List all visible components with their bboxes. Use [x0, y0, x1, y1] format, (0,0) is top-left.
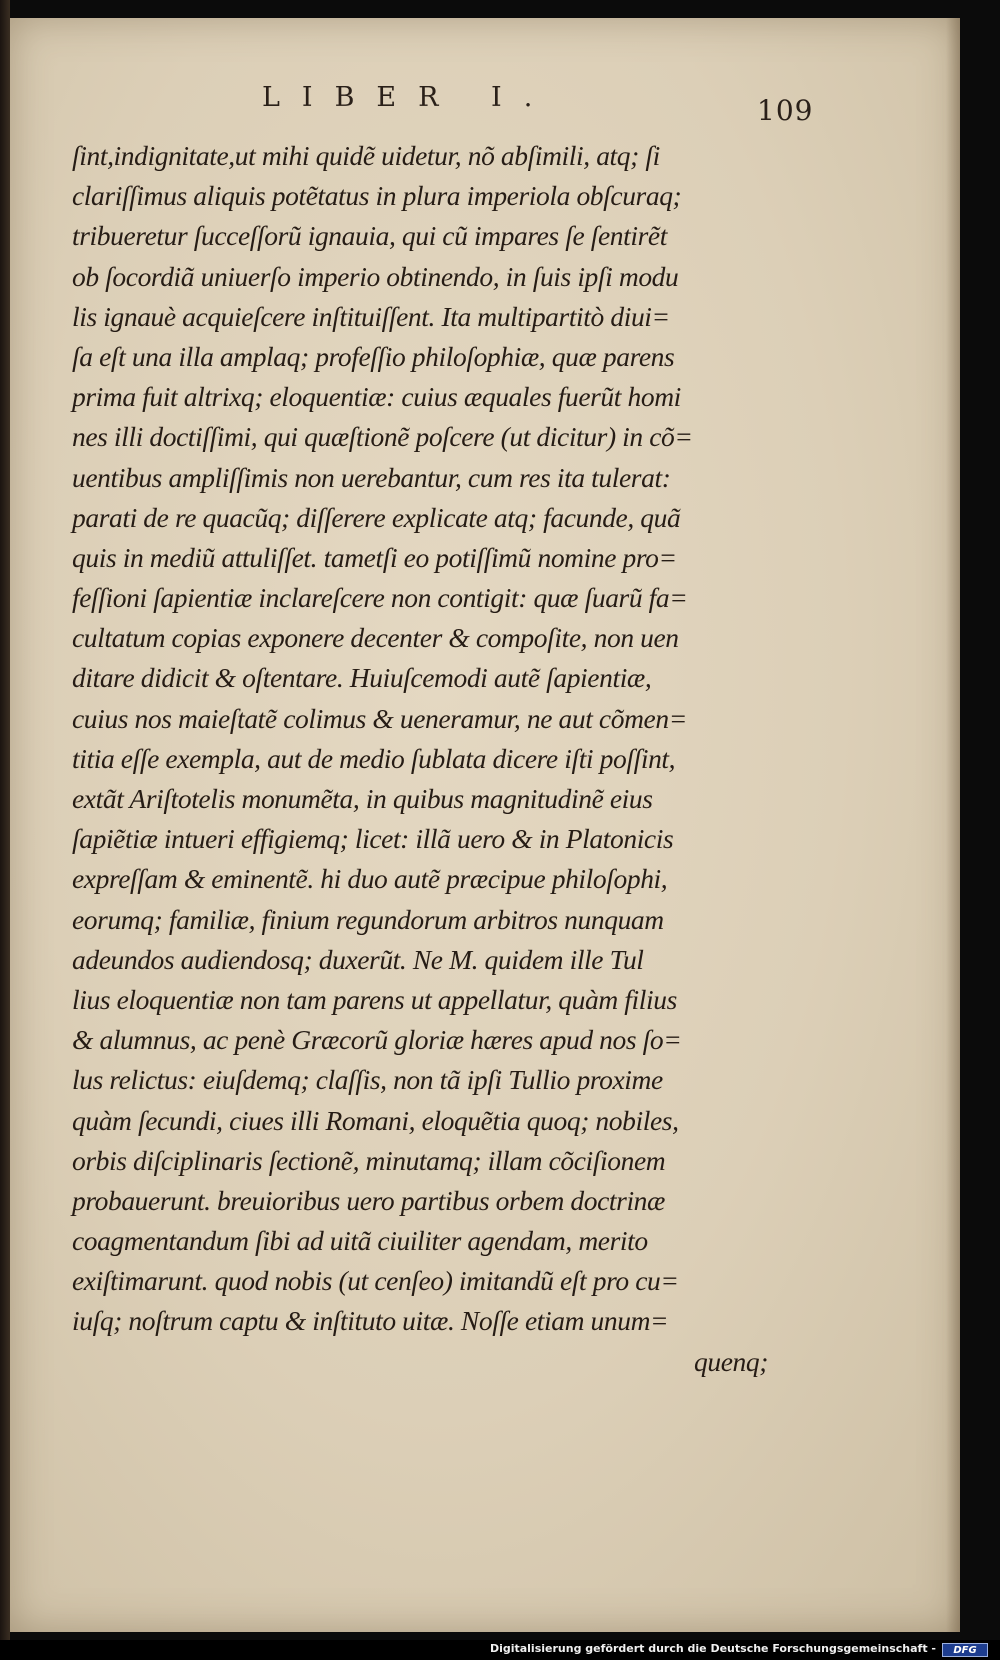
text-line: quis in mediũ attuliſſet. tametſi eo potiſſimũ nomine pro= — [72, 541, 677, 573]
text-line: ſa eſt una illa amplaq; profeſſio philoſophiæ, quæ parens — [72, 340, 675, 372]
text-line: eorumq; familiæ, finium regundorum arbitros nunquam — [72, 903, 664, 935]
body-text — [72, 136, 772, 1382]
text-line: ob ſocordiã uniuerſo imperio obtinendo, in ſuis ipſi modu — [72, 260, 679, 292]
text-line: ſint,indignitate,ut mihi quidẽ uidetur, nõ abſimili, atq; ſi — [72, 140, 660, 171]
text-line: uentibus ampliſſimis non uerebantur, cum res ita tulerat: — [72, 461, 671, 493]
text-line: prima fuit altrixq; eloquentiæ: cuius æquales fuerũt homi — [72, 381, 681, 413]
text-line: titia eſſe exempla, aut de medio ſublata dicere iſti poſſint, — [72, 742, 676, 774]
text-line: cuius nos maieſtatẽ colimus & ueneramur, ne aut cõmen= — [72, 702, 687, 734]
text-line: orbis diſciplinaris ſectionẽ, minutamq; illam cõciſionem — [72, 1144, 666, 1176]
running-head: LIBER I. — [262, 82, 555, 113]
text-line: cultatum copias exponere decenter & compoſite, non uen — [72, 622, 679, 654]
text-line: lus relictus: eiuſdemq; claſſis, non tã ipſi Tullio proxime — [72, 1064, 663, 1096]
scan-frame-left — [0, 0, 10, 1640]
text-line: tribueretur ſucceſſorũ ignauia, qui cũ impares ſe ſentirẽt — [72, 220, 667, 252]
text-line: parati de re quacũq; diſſerere explicate atq; facunde, quã — [72, 501, 681, 533]
book-page — [10, 18, 960, 1632]
text-line: lius eloquentiæ non tam parens ut appellatur, quàm filius — [72, 983, 677, 1015]
text-line: iuſq; noſtrum captu & inſtituto uitæ. Noſſe etiam unum= — [72, 1305, 669, 1337]
text-line: & alumnus, ac penè Græcorũ gloriæ hæres apud nos ſo= — [72, 1024, 682, 1056]
text-line: quàm ſecundi, ciues illi Romani, eloquẽtia quoq; nobiles, — [72, 1104, 679, 1136]
text-line: probauerunt. breuioribus uero partibus orbem doctrinæ — [72, 1184, 665, 1216]
text-line: nes illi doctiſſimi, qui quæſtionẽ poſcere (ut dicitur) in cõ= — [72, 421, 693, 453]
text-line: clariſſimus aliquis potẽtatus in plura imperiola obſcuraq; — [72, 180, 682, 212]
dfg-logo: DFG — [942, 1643, 988, 1657]
text-line: lis ignauè acquieſcere inſtituiſſent. Ita multipartitò diui= — [72, 300, 670, 332]
text-line: expreſſam & eminentẽ. hi duo autẽ præcipue philoſophi, — [72, 863, 668, 895]
text-line: ditare didicit & oſtentare. Huiuſcemodi autẽ ſapientiæ, — [72, 662, 652, 694]
funding-credit: Digitalisierung gefördert durch die Deutsche Forschungsgemeinschaft - — [489, 1642, 936, 1655]
text-line: feſſioni ſapientiæ inclareſcere non contigit: quæ ſuarũ fa= — [72, 582, 688, 614]
digitization-footer — [0, 1640, 1000, 1660]
text-line: adeundos audiendosq; duxerũt. Ne M. quidem ille Tul — [72, 943, 644, 975]
catchword: quenq; — [694, 1345, 768, 1377]
text-line: extãt Ariſtotelis monumẽta, in quibus magnitudinẽ eius — [72, 783, 653, 814]
text-line: ſapiẽtiæ intueri effigiemq; licet: illã uero & in Platonicis — [72, 823, 674, 855]
text-line: coagmentandum ſibi ad uitã ciuiliter agendam, merito — [72, 1225, 648, 1257]
page-edge-shadow — [946, 18, 960, 1632]
page-number: 109 — [757, 94, 814, 127]
text-line: exiſtimarunt. quod nobis (ut cenſeo) imitandũ eſt pro cu= — [72, 1265, 679, 1297]
